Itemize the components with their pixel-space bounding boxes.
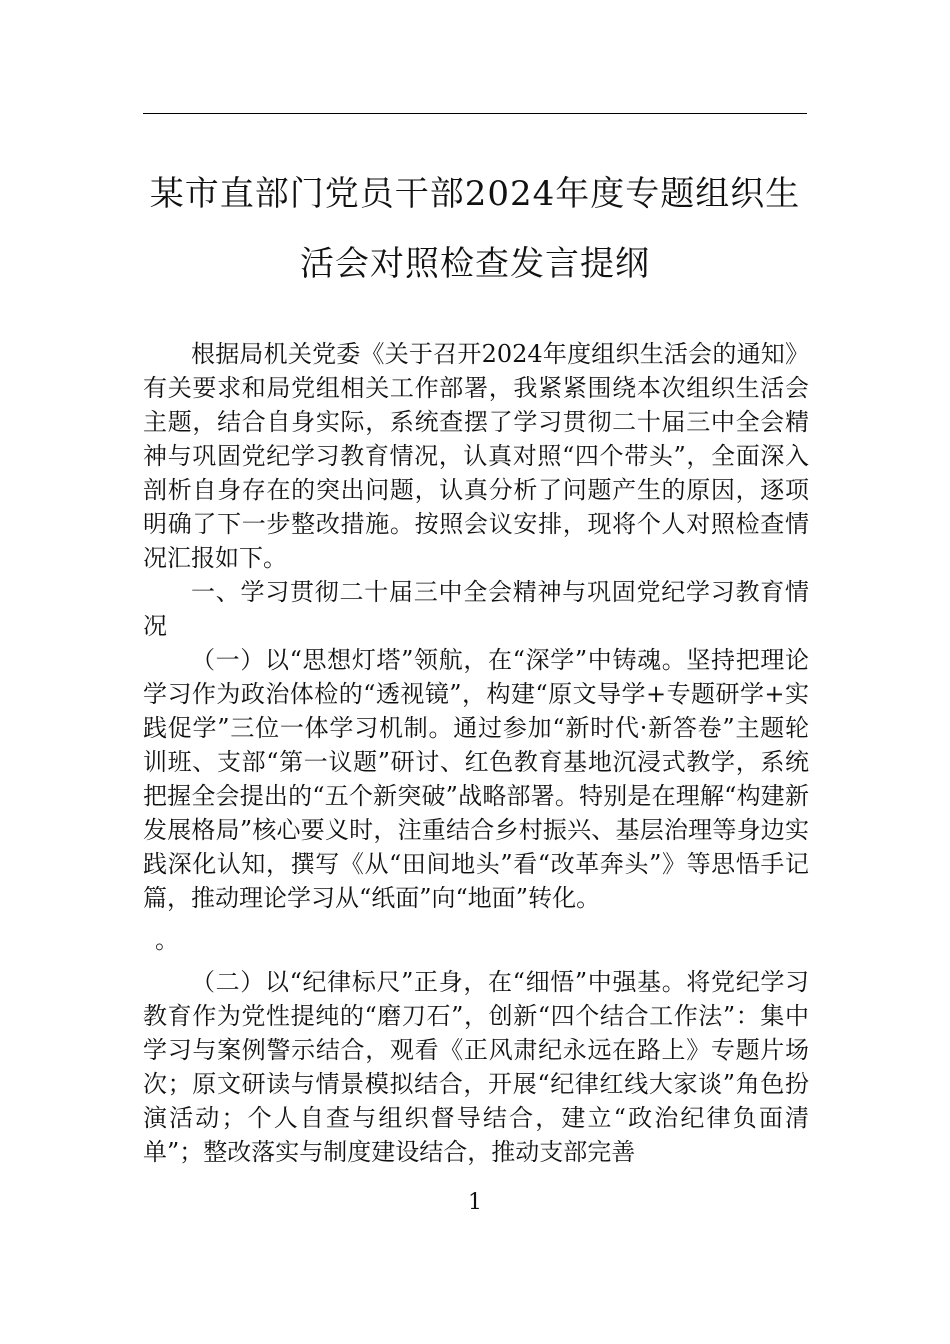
stray-period: 。 xyxy=(155,926,179,954)
paragraph-2: （二）以“纪律标尺”正身，在“细悟”中强基。将党纪学习教育作为党性提纯的“磨刀石”，创新“四个结合工作法”：集中学习与案例警示结合，观看《正风肃纪永远在路上》专题片场次；原文研读与情景模拟结合，开展“纪律红线大家谈”角色扮演活动；个人自查与组织督导结合，建立“政治纪律负面清单”；整改落实与制度建设结合，推动支部完善 xyxy=(143,968,809,1166)
header-rule xyxy=(143,113,807,114)
document-body xyxy=(143,337,809,1169)
paragraph-1: （一）以“思想灯塔”领航，在“深学”中铸魂。坚持把理论学习作为政治体检的“透视镜”，构建“原文导学+专题研学+实践促学”三位一体学习机制。通过参加“新时代·新答卷”主题轮训班、支部“第一议题”研讨、红色教育基地沉浸式教学，系统把握全会提出的“五个新突破”战略部署。特别是在理解“构建新发展格局”核心要义时，注重结合乡村振兴、基层治理等身边实践深化认知，撰写《从“田间地头”看“改革奔头”》等思悟手记篇，推动理论学习从“纸面”向“地面”转化。 xyxy=(143,646,809,912)
section-heading-1: 一、学习贯彻二十届三中全会精神与巩固党纪学习教育情况 xyxy=(143,578,809,640)
page-number: 1 xyxy=(468,1190,482,1215)
document-title-line-1: 某市直部门党员干部2024年度专题组织生 xyxy=(149,174,801,214)
intro-paragraph: 根据局机关党委《关于召开2024年度组织生活会的通知》有关要求和局党组相关工作部署，我紧紧围绕本次组织生活会主题，结合自身实际，系统查摆了学习贯彻二十届三中全会精神与巩固党纪学习教育情况，认真对照“四个带头”，全面深入剖析自身存在的突出问题，认真分析了问题产生的原因，逐项明确了下一步整改措施。按照会议安排，现将个人对照检查情况汇报如下。 xyxy=(143,340,809,572)
document-title-line-2: 活会对照检查发言提纲 xyxy=(300,244,650,284)
